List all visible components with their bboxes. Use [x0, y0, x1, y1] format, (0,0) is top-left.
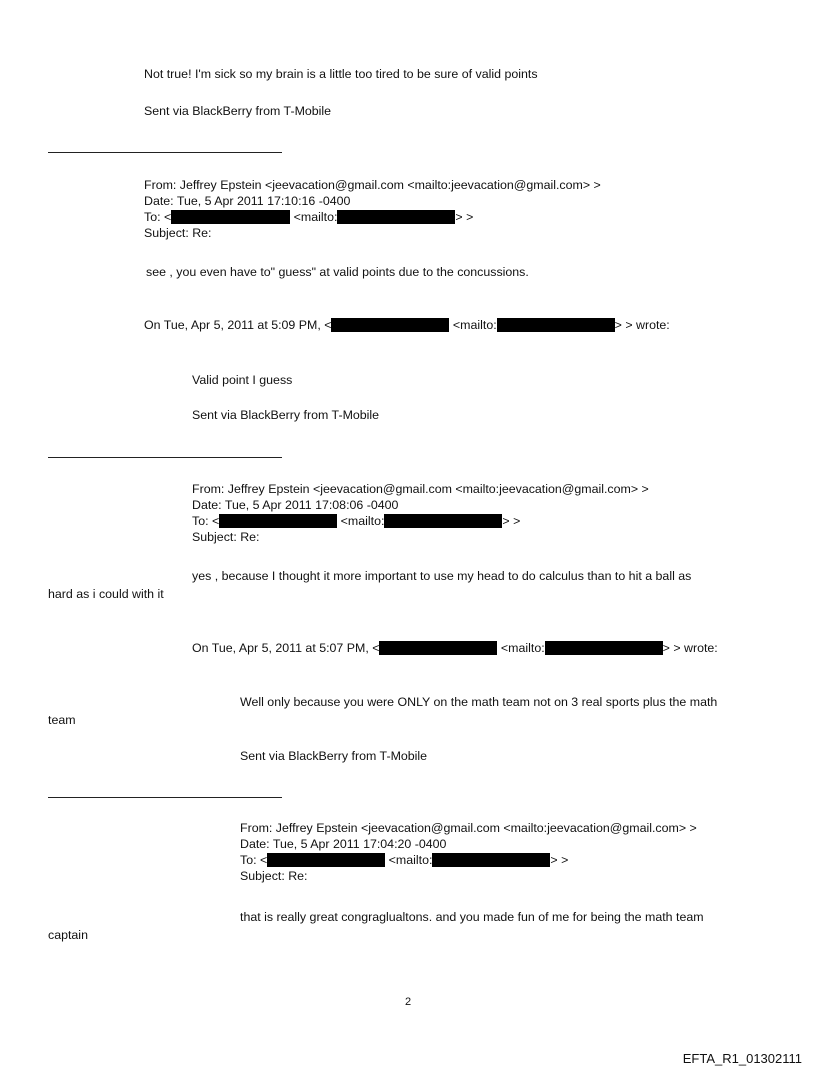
header-to: [192, 514, 520, 529]
redaction-box: [384, 514, 502, 528]
divider: [48, 797, 282, 798]
wrote-suffix: > > wrote:: [614, 318, 670, 332]
header-from: From: Jeffrey Epstein <jeevacation@gmail.com <mailto:jeevacation@gmail.com> >: [144, 178, 601, 192]
wrote-prefix: On Tue, Apr 5, 2011 at 5:07 PM, <: [192, 641, 380, 655]
header-from: From: Jeffrey Epstein <jeevacation@gmail.com <mailto:jeevacation@gmail.com> >: [240, 821, 697, 835]
reply-text: Not true! I'm sick so my brain is a little too tired to be sure of valid points: [144, 67, 538, 81]
wrote-suffix: > > wrote:: [662, 641, 718, 655]
message-body: hard as i could with it: [48, 587, 164, 601]
document-id: EFTA_R1_01302111: [682, 1051, 802, 1066]
header-subject: Subject: Re:: [192, 530, 260, 544]
wrote-line: [144, 318, 670, 333]
redaction-box: [219, 514, 337, 528]
wrote-mailto: <mailto:: [500, 641, 545, 655]
mailto-prefix: <mailto:: [293, 210, 338, 224]
signature: Sent via BlackBerry from T-Mobile: [240, 749, 428, 763]
reply-text: Well only because you were ONLY on the math team not on 3 real sports plus the math: [240, 695, 718, 709]
reply-text: team: [48, 713, 76, 727]
header-date: Date: Tue, 5 Apr 2011 17:10:16 -0400: [144, 194, 351, 208]
to-suffix: > >: [455, 210, 474, 224]
redaction-box: [432, 853, 550, 867]
divider: [48, 457, 282, 458]
wrote-mailto: <mailto:: [452, 318, 497, 332]
message-body: yes , because I thought it more important to use my head to do calculus than to hit a ball as: [192, 569, 692, 583]
header-to: [240, 853, 568, 868]
message-body: that is really great congraglualtons. and you made fun of me for being the math team: [240, 910, 704, 924]
signature: Sent via BlackBerry from T-Mobile: [192, 408, 380, 422]
redaction-box: [497, 318, 615, 332]
redaction-box: [331, 318, 449, 332]
header-date: Date: Tue, 5 Apr 2011 17:08:06 -0400: [192, 498, 399, 512]
mailto-prefix: <mailto:: [340, 514, 385, 528]
redaction-box: [171, 210, 290, 224]
header-subject: Subject: Re:: [240, 869, 308, 883]
to-prefix: To: <: [192, 514, 220, 528]
to-prefix: To: <: [240, 853, 268, 867]
to-prefix: To: <: [144, 210, 172, 224]
redaction-box: [337, 210, 455, 224]
wrote-line: [192, 641, 718, 656]
redaction-box: [545, 641, 663, 655]
header-date: Date: Tue, 5 Apr 2011 17:04:20 -0400: [240, 837, 447, 851]
redaction-box: [267, 853, 385, 867]
wrote-prefix: On Tue, Apr 5, 2011 at 5:09 PM, <: [144, 318, 332, 332]
header-subject: Subject: Re:: [144, 226, 212, 240]
redaction-box: [379, 641, 497, 655]
mailto-prefix: <mailto:: [388, 853, 433, 867]
page-number: 2: [404, 996, 412, 1008]
message-body: see , you even have to" guess" at valid points due to the concussions.: [146, 265, 529, 279]
signature: Sent via BlackBerry from T-Mobile: [144, 104, 332, 118]
message-body: captain: [48, 928, 88, 942]
header-to: [144, 210, 473, 225]
to-suffix: > >: [550, 853, 569, 867]
to-suffix: > >: [502, 514, 521, 528]
divider: [48, 152, 282, 153]
reply-text: Valid point I guess: [192, 373, 293, 387]
header-from: From: Jeffrey Epstein <jeevacation@gmail.com <mailto:jeevacation@gmail.com> >: [192, 482, 649, 496]
